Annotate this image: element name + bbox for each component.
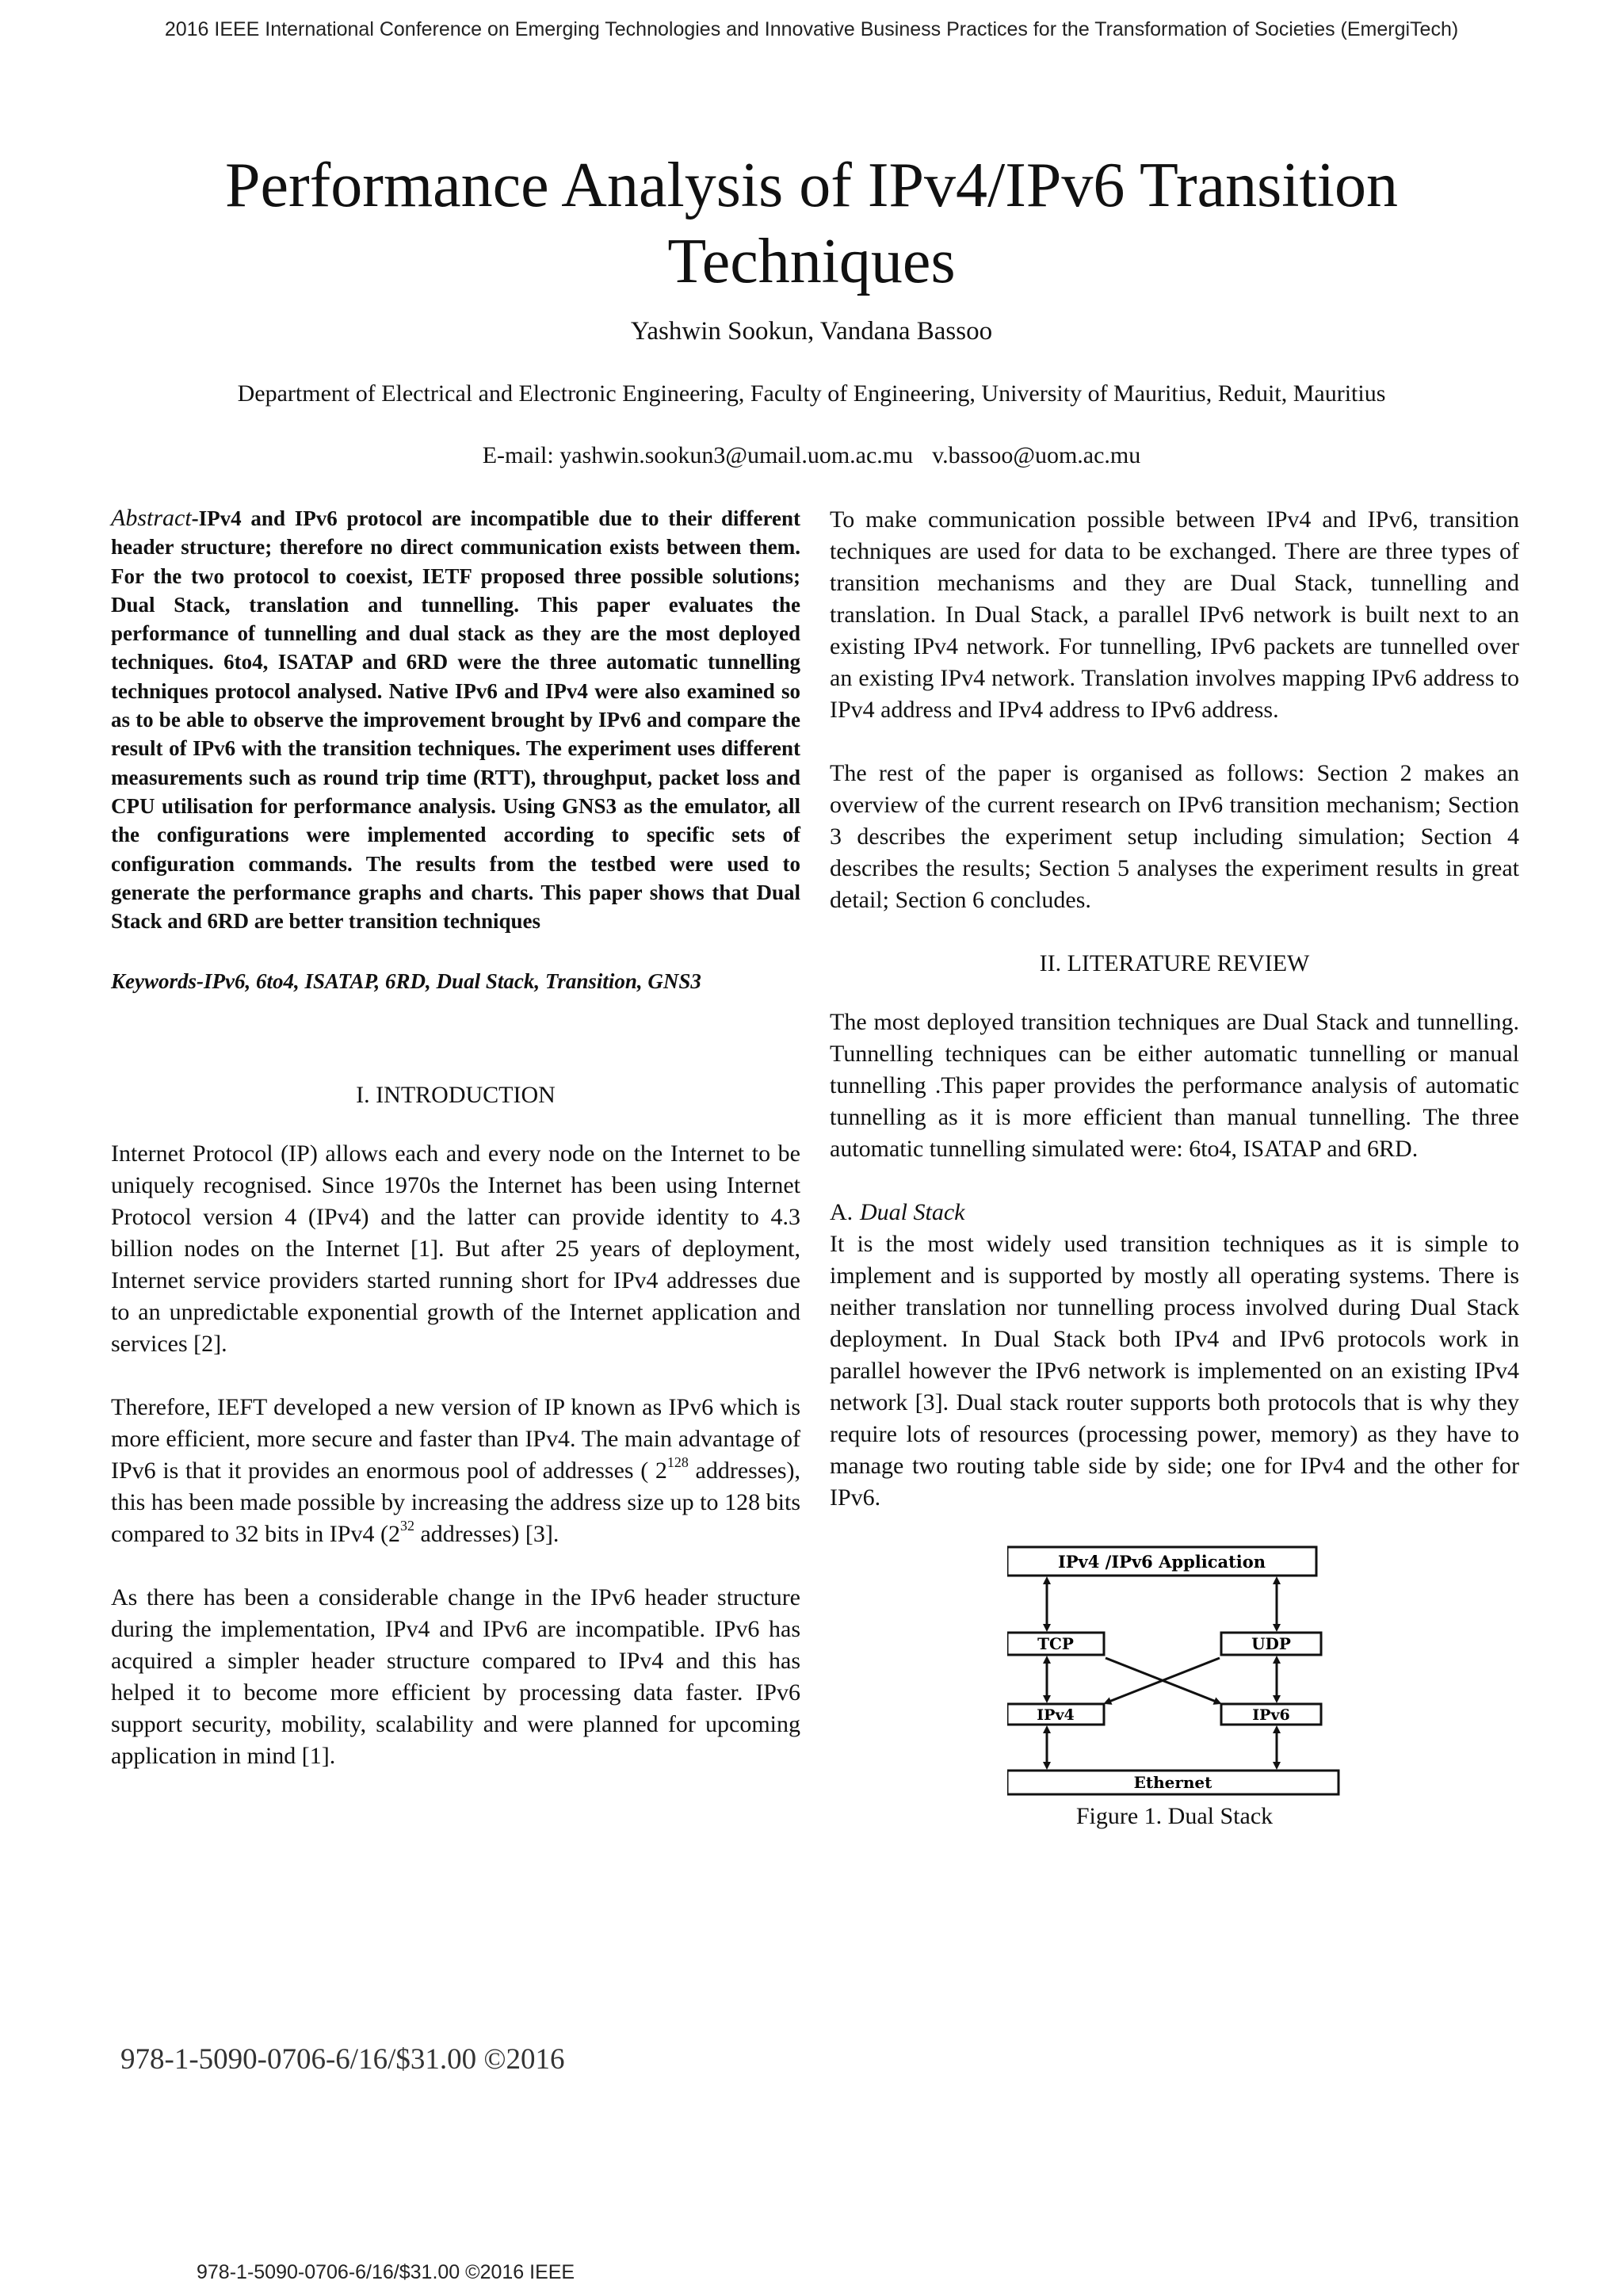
tcp-box <box>1007 1633 1104 1655</box>
superscript-32: 32 <box>399 1518 414 1534</box>
ipv4-label: IPv4 <box>1037 1706 1075 1724</box>
literature-paragraph: The most deployed transition techniques are Dual Stack and tunnelling. Tunnelling techniques can be either automatic tunnelling or manual tunnelling .This paper provides the performance analysis of automatic tunnelling as it is more efficient than manual tunnelling. The three automatic tunnelling simulated were: 6to4, ISATAP and 6RD. <box>830 1009 1519 1162</box>
ipv6-box <box>1221 1704 1321 1725</box>
right-column <box>830 504 1519 1832</box>
right-paragraph-1: To make communication possible between IPv4 and IPv6, transition techniques are used for data to be exchanged. There are three types of transition mechanisms and they are Dual Stack, tunnelling and translation. In Dual Stack, a parallel IPv6 network is built next to an existing IPv4 network. For tunnelling, IPv6 packets are tunnelled over an existing IPv4 network. Translation involves mapping IPv6 address to IPv4 address and IPv4 address to IPv6 address. <box>830 506 1519 723</box>
application-label: IPv4 /IPv6 Application <box>1057 1552 1266 1572</box>
affiliation: Department of Electrical and Electronic Engineering, Faculty of Engineering, University of Mauritius, Reduit, Mauritius <box>237 380 1386 407</box>
ethernet-label: Ethernet <box>1133 1773 1212 1792</box>
ipv4-box <box>1007 1704 1104 1725</box>
subsection-name: Dual Stack <box>860 1199 965 1225</box>
email-address-1: yashwin.sookun3@umail.uom.ac.mu <box>559 442 914 468</box>
intro-paragraph-3: As there has been a considerable change in the IPv6 header structure during the implementation, IPv4 and IPv6 are incompatible. IPv6 has acquired a simpler header structure compared to IPv4 and this has helped it to become more efficient by processing data faster. IPv6 support security, mobility, scalability and were planned for upcoming application in mind [1]. <box>111 1584 800 1770</box>
diagram-arrows <box>1047 1580 1277 1766</box>
figure-dual-stack <box>830 1545 1519 1832</box>
dual-stack-diagram <box>1007 1545 1342 1797</box>
authors: Yashwin Sookun, Vandana Bassoo <box>630 317 993 346</box>
email-label: E-mail: <box>482 442 554 468</box>
abstract-text: -IPv4 and IPv6 protocol are incompatible due to their different header structure; therefore no direct communication exists between them. For the two protocol to coexist, IETF proposed three possible solutions; Dual Stack, translation and tunnelling. This paper evaluates the performance of tunnelling and dual stack as they are the most deployed techniques. 6to4, ISATAP and 6RD were the three automatic tunnelling techniques protocol analysed. Native IPv6 and IPv4 were also examined so as to be able to observe the improvement brought by IPv6 and compare the result of IPv6 with the transition techniques. The experiment uses different measurements such as round trip time (RTT), throughput, packet loss and CPU utilisation for performance analysis. Using GNS3 as the emulator, all the configurations were implemented according to specific sets of configuration commands. The results from the testbed were used to generate the performance graphs and charts. This paper shows that Dual Stack and 6RD are better transition techniques <box>111 506 800 934</box>
ipv6-label: IPv6 <box>1252 1706 1290 1724</box>
application-box <box>1007 1547 1316 1576</box>
dual-stack-paragraph: It is the most widely used transition techniques as it is simple to implement and is supported by mostly all operating systems. There is neither translation nor tunnelling process involved during Dual Stack deployment. In Dual Stack both IPv4 and IPv6 protocols work in parallel however the IPv6 network is implemented on an existing IPv4 network [3]. Dual stack router supports both protocols that is why they require lots of resources (processing power, memory) as they have to manage two routing table side by side; one for IPv4 and the other for IPv6. <box>830 1231 1519 1511</box>
page-footer: 978-1-5090-0706-6/16/$31.00 ©2016 IEEE <box>197 2261 575 2283</box>
isbn-line: 978-1-5090-0706-6/16/$31.00 ©2016 <box>120 2043 565 2076</box>
intro-p2-part-c: addresses) [3]. <box>414 1521 559 1548</box>
intro-p2-part-b: addresses), this has been made possible by increasing the address size up to 128 bits compared to 32 bits in IPv4 (2 <box>111 1457 801 1548</box>
intro-paragraph-1: Internet Protocol (IP) allows each and every node on the Internet to be uniquely recognised. Since 1970s the Internet has been using Internet Protocol version 4 (IPv4) and the latter can provide identity to 4.3 billion nodes on the Internet [1]. But after 25 years of deployment, Internet service providers started running short for IPv4 addresses due to an unpredictable exponential growth of the Internet application and services [2]. <box>111 1140 800 1358</box>
email-address-2: v.bassoo@uom.ac.mu <box>932 442 1141 468</box>
ethernet-box <box>1007 1771 1338 1794</box>
intro-paragraph-2 <box>111 1392 800 1550</box>
subsection-number: A. <box>830 1199 854 1225</box>
left-column <box>111 504 800 1804</box>
email-line <box>0 441 1623 471</box>
subsection-heading-dual-stack <box>830 1197 1519 1228</box>
paper-title: Performance Analysis of IPv4/IPv6 Transition Techniques <box>225 151 1398 296</box>
intro-p2-part-a: Therefore, IEFT developed a new version of IP known as IPv6 which is more efficient, more secure and faster than IPv4. The main advantage of IPv6 is that it provides an enormous pool of addresses ( 2 <box>111 1394 800 1484</box>
abstract-lead: Abstract <box>111 505 192 531</box>
udp-box <box>1221 1633 1321 1655</box>
right-paragraph-2: The rest of the paper is organised as follows: Section 2 makes an overview of the current research on IPv6 transition mechanism; Section 3 describes the experiment setup including simulation; Section 4 describes the results; Section 5 analyses the experiment results in great detail; Section 6 concludes. <box>830 760 1519 913</box>
section-heading-introduction: I. INTRODUCTION <box>356 1082 556 1109</box>
keywords: Keywords-IPv6, 6to4, ISATAP, 6RD, Dual Stack, Transition, GNS3 <box>111 969 701 994</box>
figure-caption: Figure 1. Dual Stack <box>1075 1803 1274 1829</box>
superscript-128: 128 <box>666 1454 689 1471</box>
tcp-label: TCP <box>1037 1634 1074 1653</box>
abstract <box>111 504 800 935</box>
udp-label: UDP <box>1251 1634 1291 1653</box>
conference-header: 2016 IEEE International Conference on Emerging Technologies and Innovative Business Practices for the Transformation of Societies (EmergiTech) <box>164 18 1459 40</box>
section-heading-literature-review: II. LITERATURE REVIEW <box>1039 950 1310 976</box>
